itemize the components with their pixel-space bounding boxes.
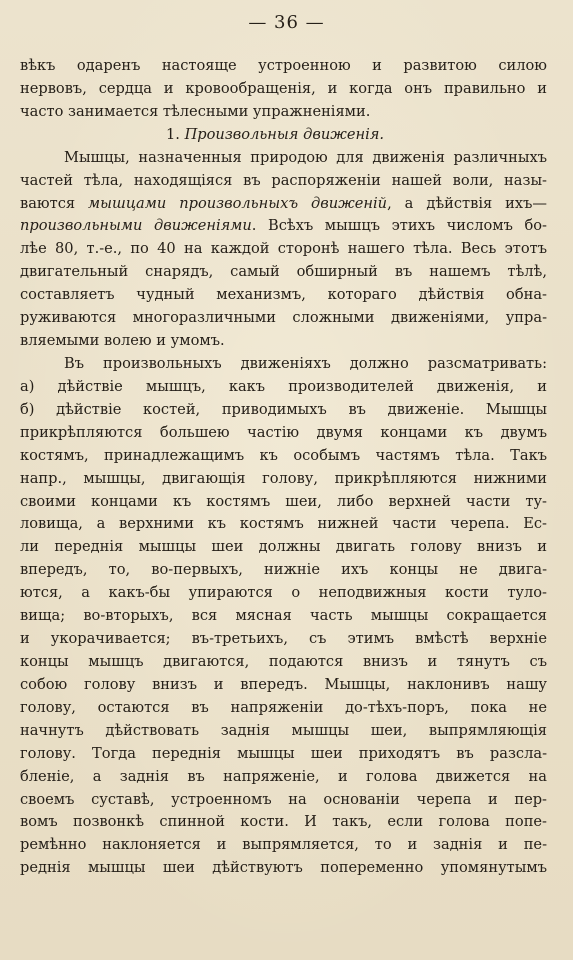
italic-term: мышцами произвольныхъ движеній (88, 194, 388, 212)
text-segment: собою голову внизъ и впередъ. Мышцы, наклонивъ нашу (20, 675, 547, 693)
section-heading-number: 1. (166, 125, 180, 143)
body-text (20, 55, 547, 880)
text-segment: ремѣнно наклоняется и выпрямляется, то и заднія и пе- (20, 836, 547, 854)
text-segment: своемъ суставѣ, устроенномъ на основаніи черепа и пер- (20, 790, 547, 808)
text-line (20, 422, 547, 445)
text-line (20, 743, 547, 766)
text-line (20, 284, 547, 307)
text-segment: Въ произвольныхъ движеніяхъ должно разсматривать: (64, 354, 547, 372)
text-line (20, 834, 547, 857)
text-line (20, 101, 547, 124)
text-line (20, 513, 547, 536)
text-segment: вляемыми волею и умомъ. (20, 332, 225, 350)
text-segment: нервовъ, сердца и кровообращенія, и когда онъ правильно и (20, 79, 547, 97)
text-segment: ли переднія мышцы шеи должны двигать голову внизъ и (20, 538, 547, 556)
text-line (20, 238, 547, 261)
text-line (20, 697, 547, 720)
text-segment: голову, остаются въ напряженіи до-тѣхъ-поръ, пока не (20, 698, 547, 716)
text-line (20, 674, 547, 697)
text-segment: голову. Тогда переднія мышцы шеи приходятъ въ разсла- (20, 744, 547, 762)
text-line (20, 559, 547, 582)
text-segment: . Всѣхъ мышцъ этихъ числомъ бо- (251, 217, 547, 235)
italic-term: произвольными движеніями (20, 217, 252, 235)
text-segment: лѣе 80, т.-е., по 40 на каждой сторонѣ нашего тѣла. Весь этотъ (20, 240, 547, 258)
text-line (20, 78, 547, 101)
text-line (20, 170, 547, 193)
text-segment: вища; во-вторыхъ, вся мясная часть мышцы сокращается (20, 607, 547, 625)
text-line (20, 857, 547, 880)
text-segment: , а дѣйствія ихъ— (387, 194, 547, 212)
text-segment: б) дѣйствіе костей, приводимыхъ въ движеніе. Мышцы (20, 400, 547, 418)
text-segment: вомъ позвонкѣ спинной кости. И такъ, если голова попе- (20, 813, 547, 831)
text-segment: двигательный снарядъ, самый обширный въ нашемъ тѣлѣ, (20, 263, 547, 281)
text-line (20, 376, 547, 399)
page-number: — 36 — (248, 12, 325, 33)
section-heading (20, 124, 547, 147)
text-line (20, 353, 547, 376)
text-segment: руживаются многоразличными сложными движеніями, упра- (20, 309, 547, 327)
text-segment: начнутъ дѣйствовать заднія мышцы шеи, выпрямляющія (20, 721, 547, 739)
text-segment: костямъ, принадлежащимъ къ особымъ частямъ тѣла. Такъ (20, 446, 547, 464)
text-line (20, 330, 547, 353)
text-line (20, 789, 547, 812)
text-segment: а) дѣйствіе мышцъ, какъ производителей движенія, и (20, 377, 547, 395)
text-line (20, 811, 547, 834)
text-segment: впередъ, то, во-первыхъ, нижніе ихъ концы не двига- (20, 561, 547, 579)
text-segment: вѣкъ одаренъ настояще устроенною и развитою силою (20, 57, 547, 74)
text-segment: ются, а какъ-бы упираются о неподвижныя кости туло- (20, 584, 547, 602)
text-line (20, 55, 547, 78)
text-segment: своими концами къ костямъ шеи, либо верхней части ту- (20, 492, 547, 510)
text-line (20, 261, 547, 284)
text-segment: часто занимается тѣлесными упражненіями. (20, 102, 371, 120)
text-segment: концы мышцъ двигаются, подаются внизъ и тянутъ съ (20, 652, 547, 670)
text-segment: ваются (20, 194, 89, 212)
text-segment: реднія мышцы шеи дѣйствуютъ попеременно упомянутымъ (20, 859, 547, 877)
text-line (20, 628, 547, 651)
text-line (20, 491, 547, 514)
text-segment: ловища, а верхними къ костямъ нижней части черепа. Ес- (20, 515, 547, 533)
text-line (20, 651, 547, 674)
text-segment: частей тѣла, находящіяся въ распоряженіи нашей воли, назы- (20, 171, 547, 189)
section-heading-title: Произвольныя движенія. (184, 125, 385, 143)
text-segment: составляетъ чудный механизмъ, котораго дѣйствія обна- (20, 286, 547, 304)
text-line (20, 720, 547, 743)
text-line (20, 445, 547, 468)
text-line (20, 468, 547, 491)
text-segment: бленіе, а заднія въ напряженіе, и голова движется на (20, 767, 547, 785)
text-line (20, 193, 547, 216)
text-line (20, 766, 547, 789)
text-segment: прикрѣпляются большею частію двумя концами къ двумъ (20, 423, 547, 441)
text-line (20, 605, 547, 628)
text-line (20, 399, 547, 422)
text-segment: Мышцы, назначенныя природою для движенія различныхъ (64, 148, 547, 166)
text-line (20, 536, 547, 559)
text-line (20, 307, 547, 330)
text-segment: напр., мышцы, двигающія голову, прикрѣпляются нижними (20, 469, 547, 487)
text-line (20, 147, 547, 170)
text-segment: и укорачивается; въ-третьихъ, съ этимъ вмѣстѣ верхніе (20, 630, 547, 648)
text-line (20, 582, 547, 605)
text-line (20, 215, 547, 238)
